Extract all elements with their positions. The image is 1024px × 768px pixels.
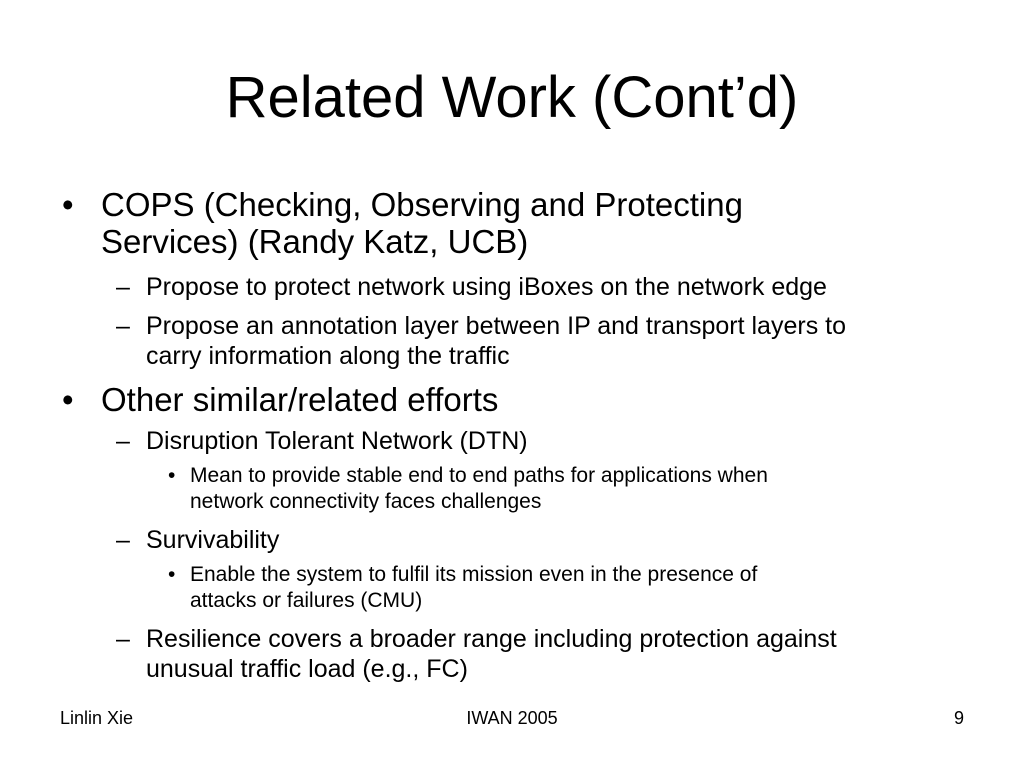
sub-bullet-marker: –	[116, 427, 130, 455]
bullet-text-line: COPS (Checking, Observing and Protecting	[101, 186, 743, 223]
sub-sub-bullet-item-dtn-description	[190, 463, 768, 515]
sub-sub-bullet-text-line: attacks or failures (CMU)	[190, 589, 423, 612]
slide-title: Related Work (Cont’d)	[225, 65, 799, 130]
sub-sub-bullet-marker: •	[168, 464, 176, 487]
sub-bullet-text-line: carry information along the traffic	[146, 342, 510, 370]
bullet-item-cops	[101, 186, 743, 260]
sub-bullet-marker: –	[116, 625, 130, 653]
bullet-text-line: Services) (Randy Katz, UCB)	[101, 223, 529, 260]
sub-bullet-item-annotation-layer	[146, 311, 846, 371]
sub-bullet-text-line: Resilience covers a broader range including protection against	[146, 625, 837, 653]
sub-bullet-text-line: Survivability	[146, 526, 280, 554]
bullet-item-other-efforts	[101, 381, 498, 418]
bullet-marker: •	[62, 186, 74, 223]
sub-bullet-text-line: Propose an annotation layer between IP and transport layers to	[146, 312, 846, 340]
sub-sub-bullet-item-survivability-description	[190, 562, 757, 614]
footer-event: IWAN 2005	[466, 708, 558, 728]
sub-bullet-marker: –	[116, 312, 130, 340]
sub-sub-bullet-text-line: network connectivity faces challenges	[190, 490, 542, 513]
sub-bullet-text-line: Disruption Tolerant Network (DTN)	[146, 427, 528, 455]
sub-sub-bullet-text-line: Mean to provide stable end to end paths for applications when	[190, 464, 768, 487]
footer-page-number: 9	[953, 708, 964, 728]
footer-author: Linlin Xie	[60, 708, 134, 728]
sub-bullet-item-resilience	[146, 624, 837, 684]
sub-bullet-marker: –	[116, 526, 130, 554]
sub-bullet-item-survivability	[146, 525, 279, 555]
sub-bullet-item-dtn	[146, 426, 528, 456]
sub-bullet-marker: –	[116, 273, 130, 301]
bullet-marker: •	[62, 381, 74, 418]
sub-bullet-text-line: unusual traffic load (e.g., FC)	[146, 655, 468, 683]
sub-sub-bullet-text-line: Enable the system to fulfil its mission even in the presence of	[190, 563, 758, 586]
bullet-text-line: Other similar/related efforts	[101, 381, 499, 418]
sub-bullet-item-iboxes	[146, 272, 827, 302]
sub-bullet-text-line: Propose to protect network using iBoxes on the network edge	[146, 273, 827, 301]
sub-sub-bullet-marker: •	[168, 563, 176, 586]
